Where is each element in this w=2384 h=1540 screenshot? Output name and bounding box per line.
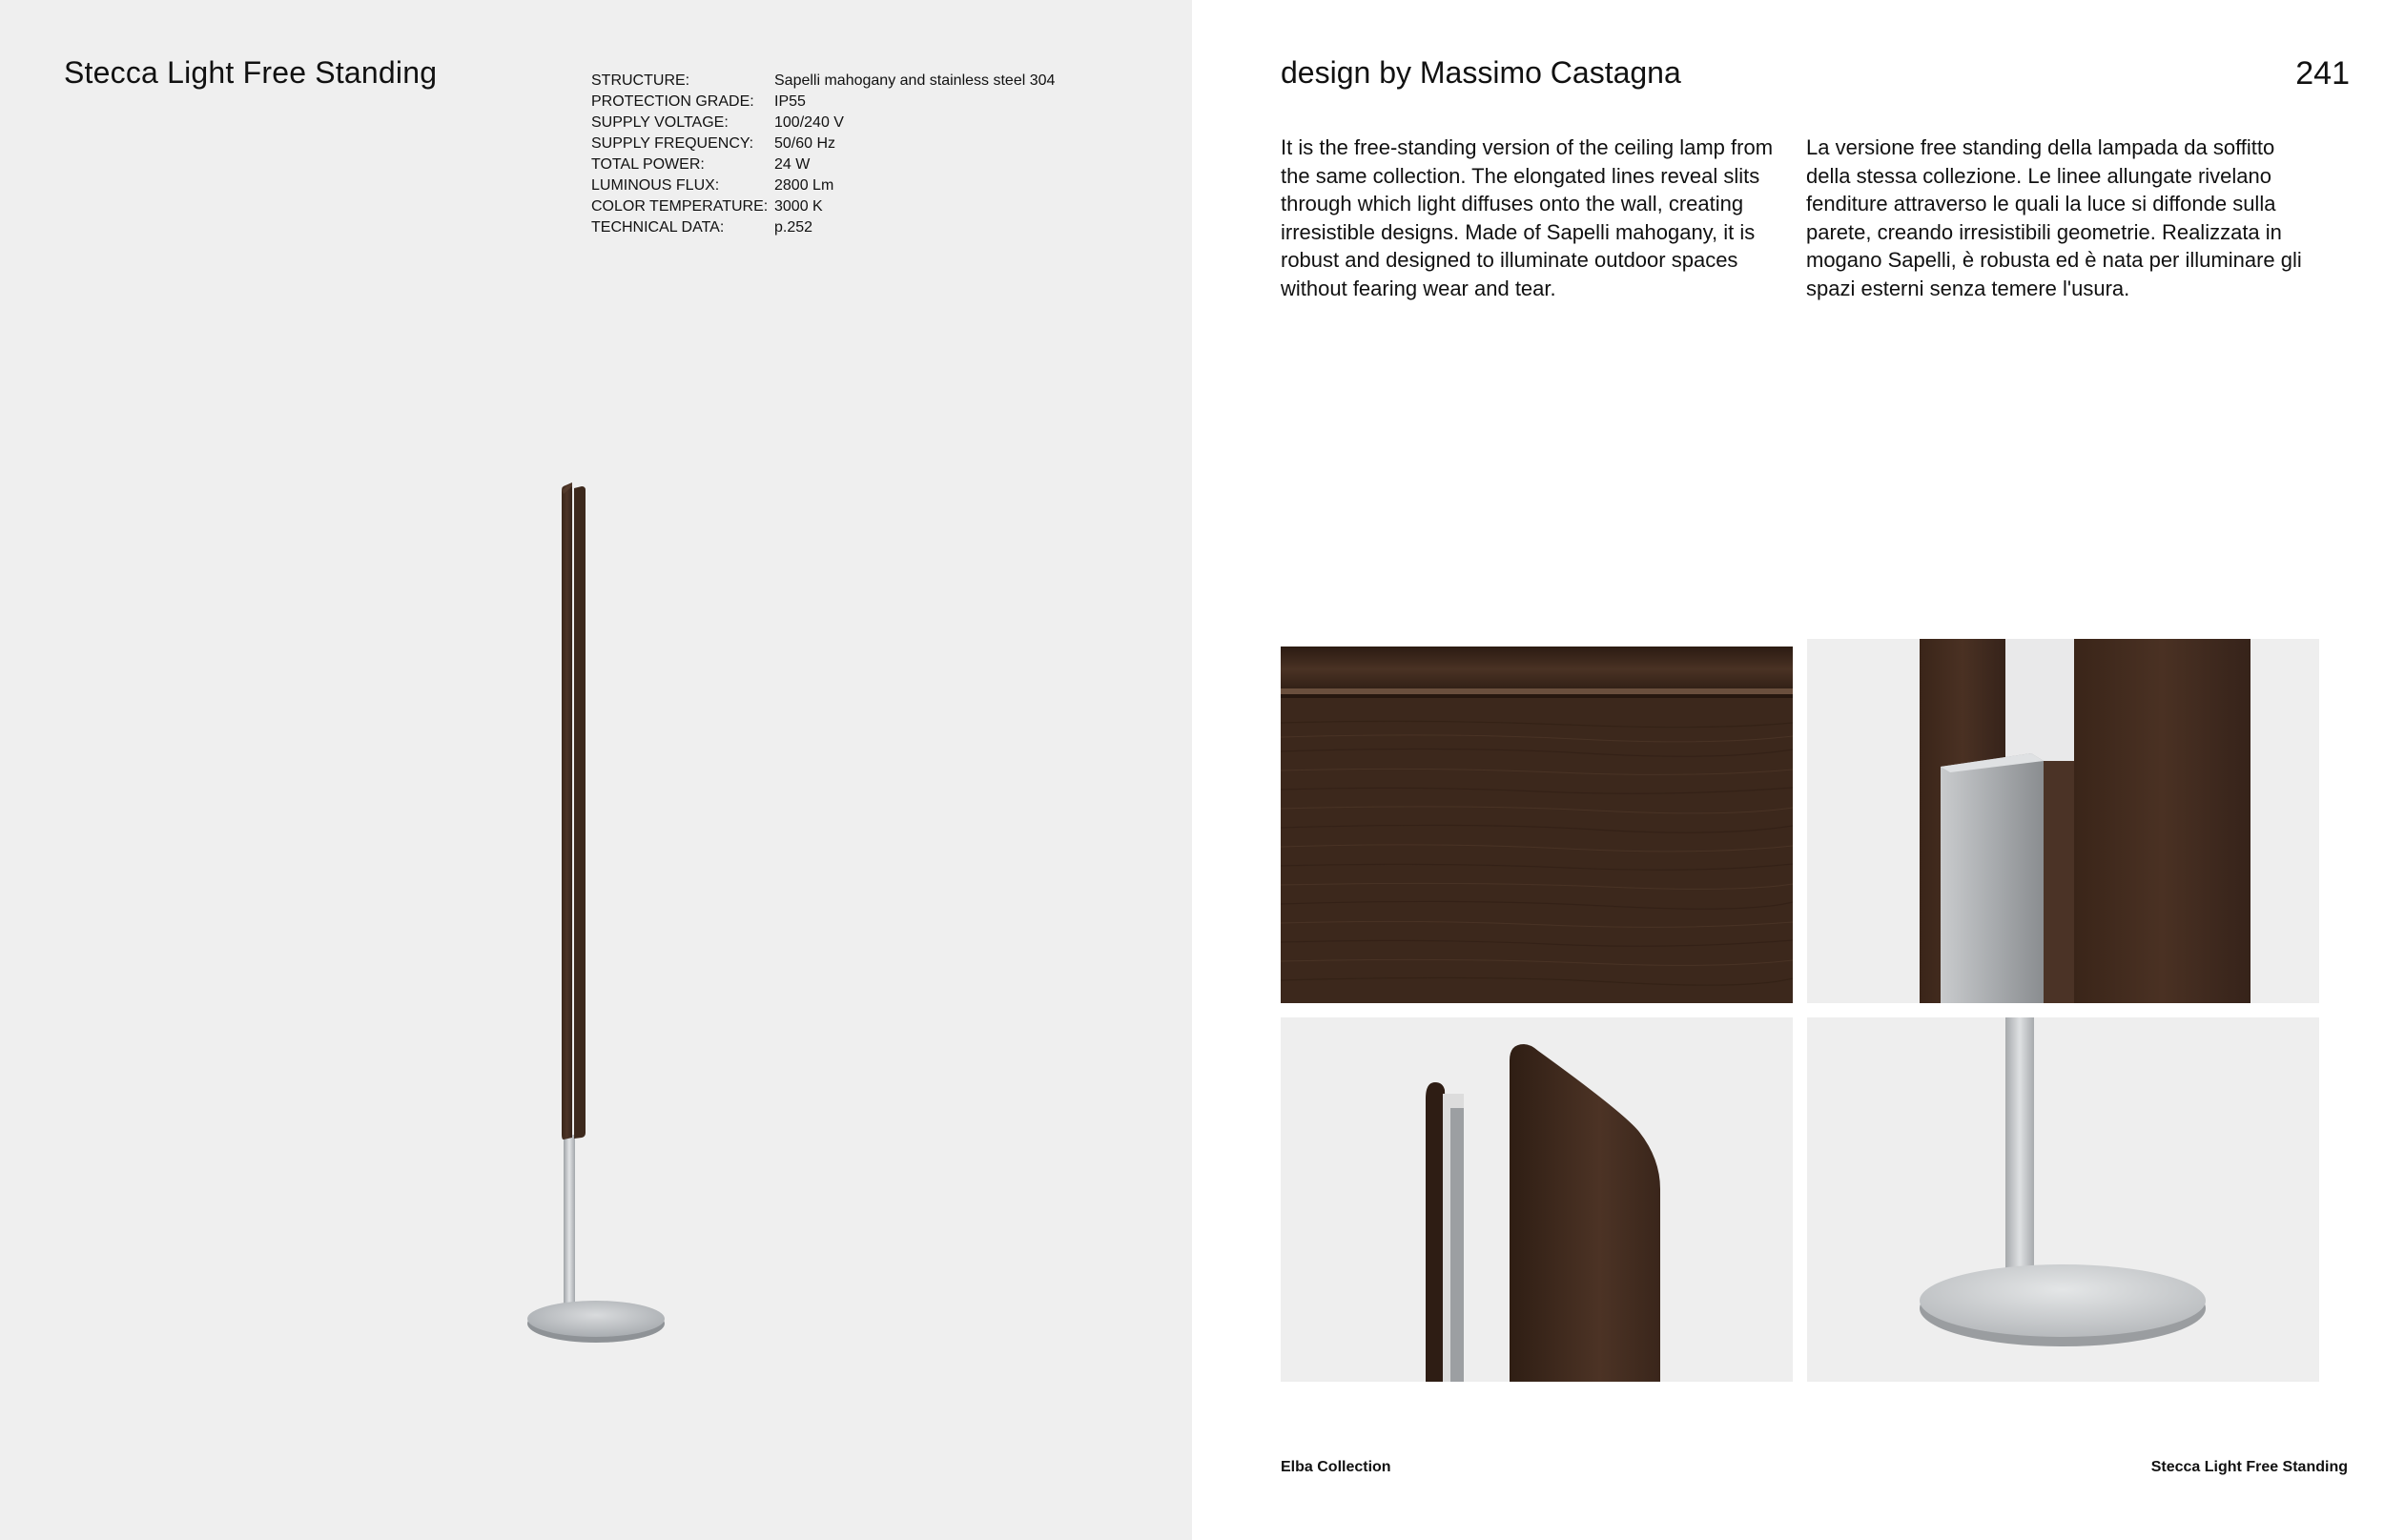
spec-row xyxy=(591,113,1055,133)
spec-row xyxy=(591,196,1055,217)
spec-label: LUMINOUS FLUX: xyxy=(591,177,720,194)
spec-row xyxy=(591,154,1055,175)
footer-product-name: Stecca Light Free Standing xyxy=(2150,1459,2348,1475)
spec-row xyxy=(591,175,1055,196)
wood-grain-detail-photo xyxy=(1281,647,1793,1003)
blade-top-detail-photo xyxy=(1281,1017,1793,1382)
spec-row xyxy=(591,71,1055,92)
spec-value: 100/240 V xyxy=(774,114,844,131)
spec-value: 24 W xyxy=(774,156,811,173)
spec-label: TECHNICAL DATA: xyxy=(591,219,725,236)
spec-label: SUPPLY VOLTAGE: xyxy=(591,114,729,131)
right-page xyxy=(1192,0,2384,1540)
spec-label: SUPPLY FREQUENCY: xyxy=(591,135,754,152)
spec-value: 2800 Lm xyxy=(774,177,834,194)
designer-credit: design by Massimo Castagna xyxy=(1281,55,1681,90)
spec-label: COLOR TEMPERATURE: xyxy=(591,198,769,215)
description-english: It is the free-standing version of the ceiling lamp from the same collection. The elongated lines reveal slits through which light diffuses onto the wall, creating irresistible designs. Made of Sapelli mahogany, it is robust and designed to illuminate outdoor spaces without fearing wear and tear. xyxy=(1281,135,1774,300)
spec-label: PROTECTION GRADE: xyxy=(591,93,754,110)
product-title: Stecca Light Free Standing xyxy=(64,55,438,90)
footer-collection: Elba Collection xyxy=(1281,1459,1391,1475)
description-italian: La versione free standing della lampada da soffitto della stessa collezione. Le linee allungate rivelano fenditure attraverso le quali la luce si diffonde sulla parete, creando irresistibili geometrie. Realizzata in mogano Sapelli, è robusta ed è nata per illuminare gli spazi esterni senza temere l'usura. xyxy=(1806,135,2302,300)
steel-joint-detail-photo xyxy=(1807,639,2319,1003)
spec-value: p.252 xyxy=(774,219,813,236)
spec-label: TOTAL POWER: xyxy=(591,156,705,173)
spec-value: Sapelli mahogany and stainless steel 304 xyxy=(774,72,1056,89)
floor-lamp-product-image xyxy=(496,477,706,1354)
spec-value: 50/60 Hz xyxy=(774,135,836,152)
spec-row xyxy=(591,92,1055,113)
page-number: 241 xyxy=(2295,55,2350,92)
spec-row xyxy=(591,217,1055,238)
spec-value: 3000 K xyxy=(774,198,823,215)
lamp-base-detail-photo xyxy=(1807,1017,2319,1382)
spec-row xyxy=(591,133,1055,154)
spec-label: STRUCTURE: xyxy=(591,72,690,89)
spec-table xyxy=(591,71,1055,238)
spec-value: IP55 xyxy=(774,93,806,110)
